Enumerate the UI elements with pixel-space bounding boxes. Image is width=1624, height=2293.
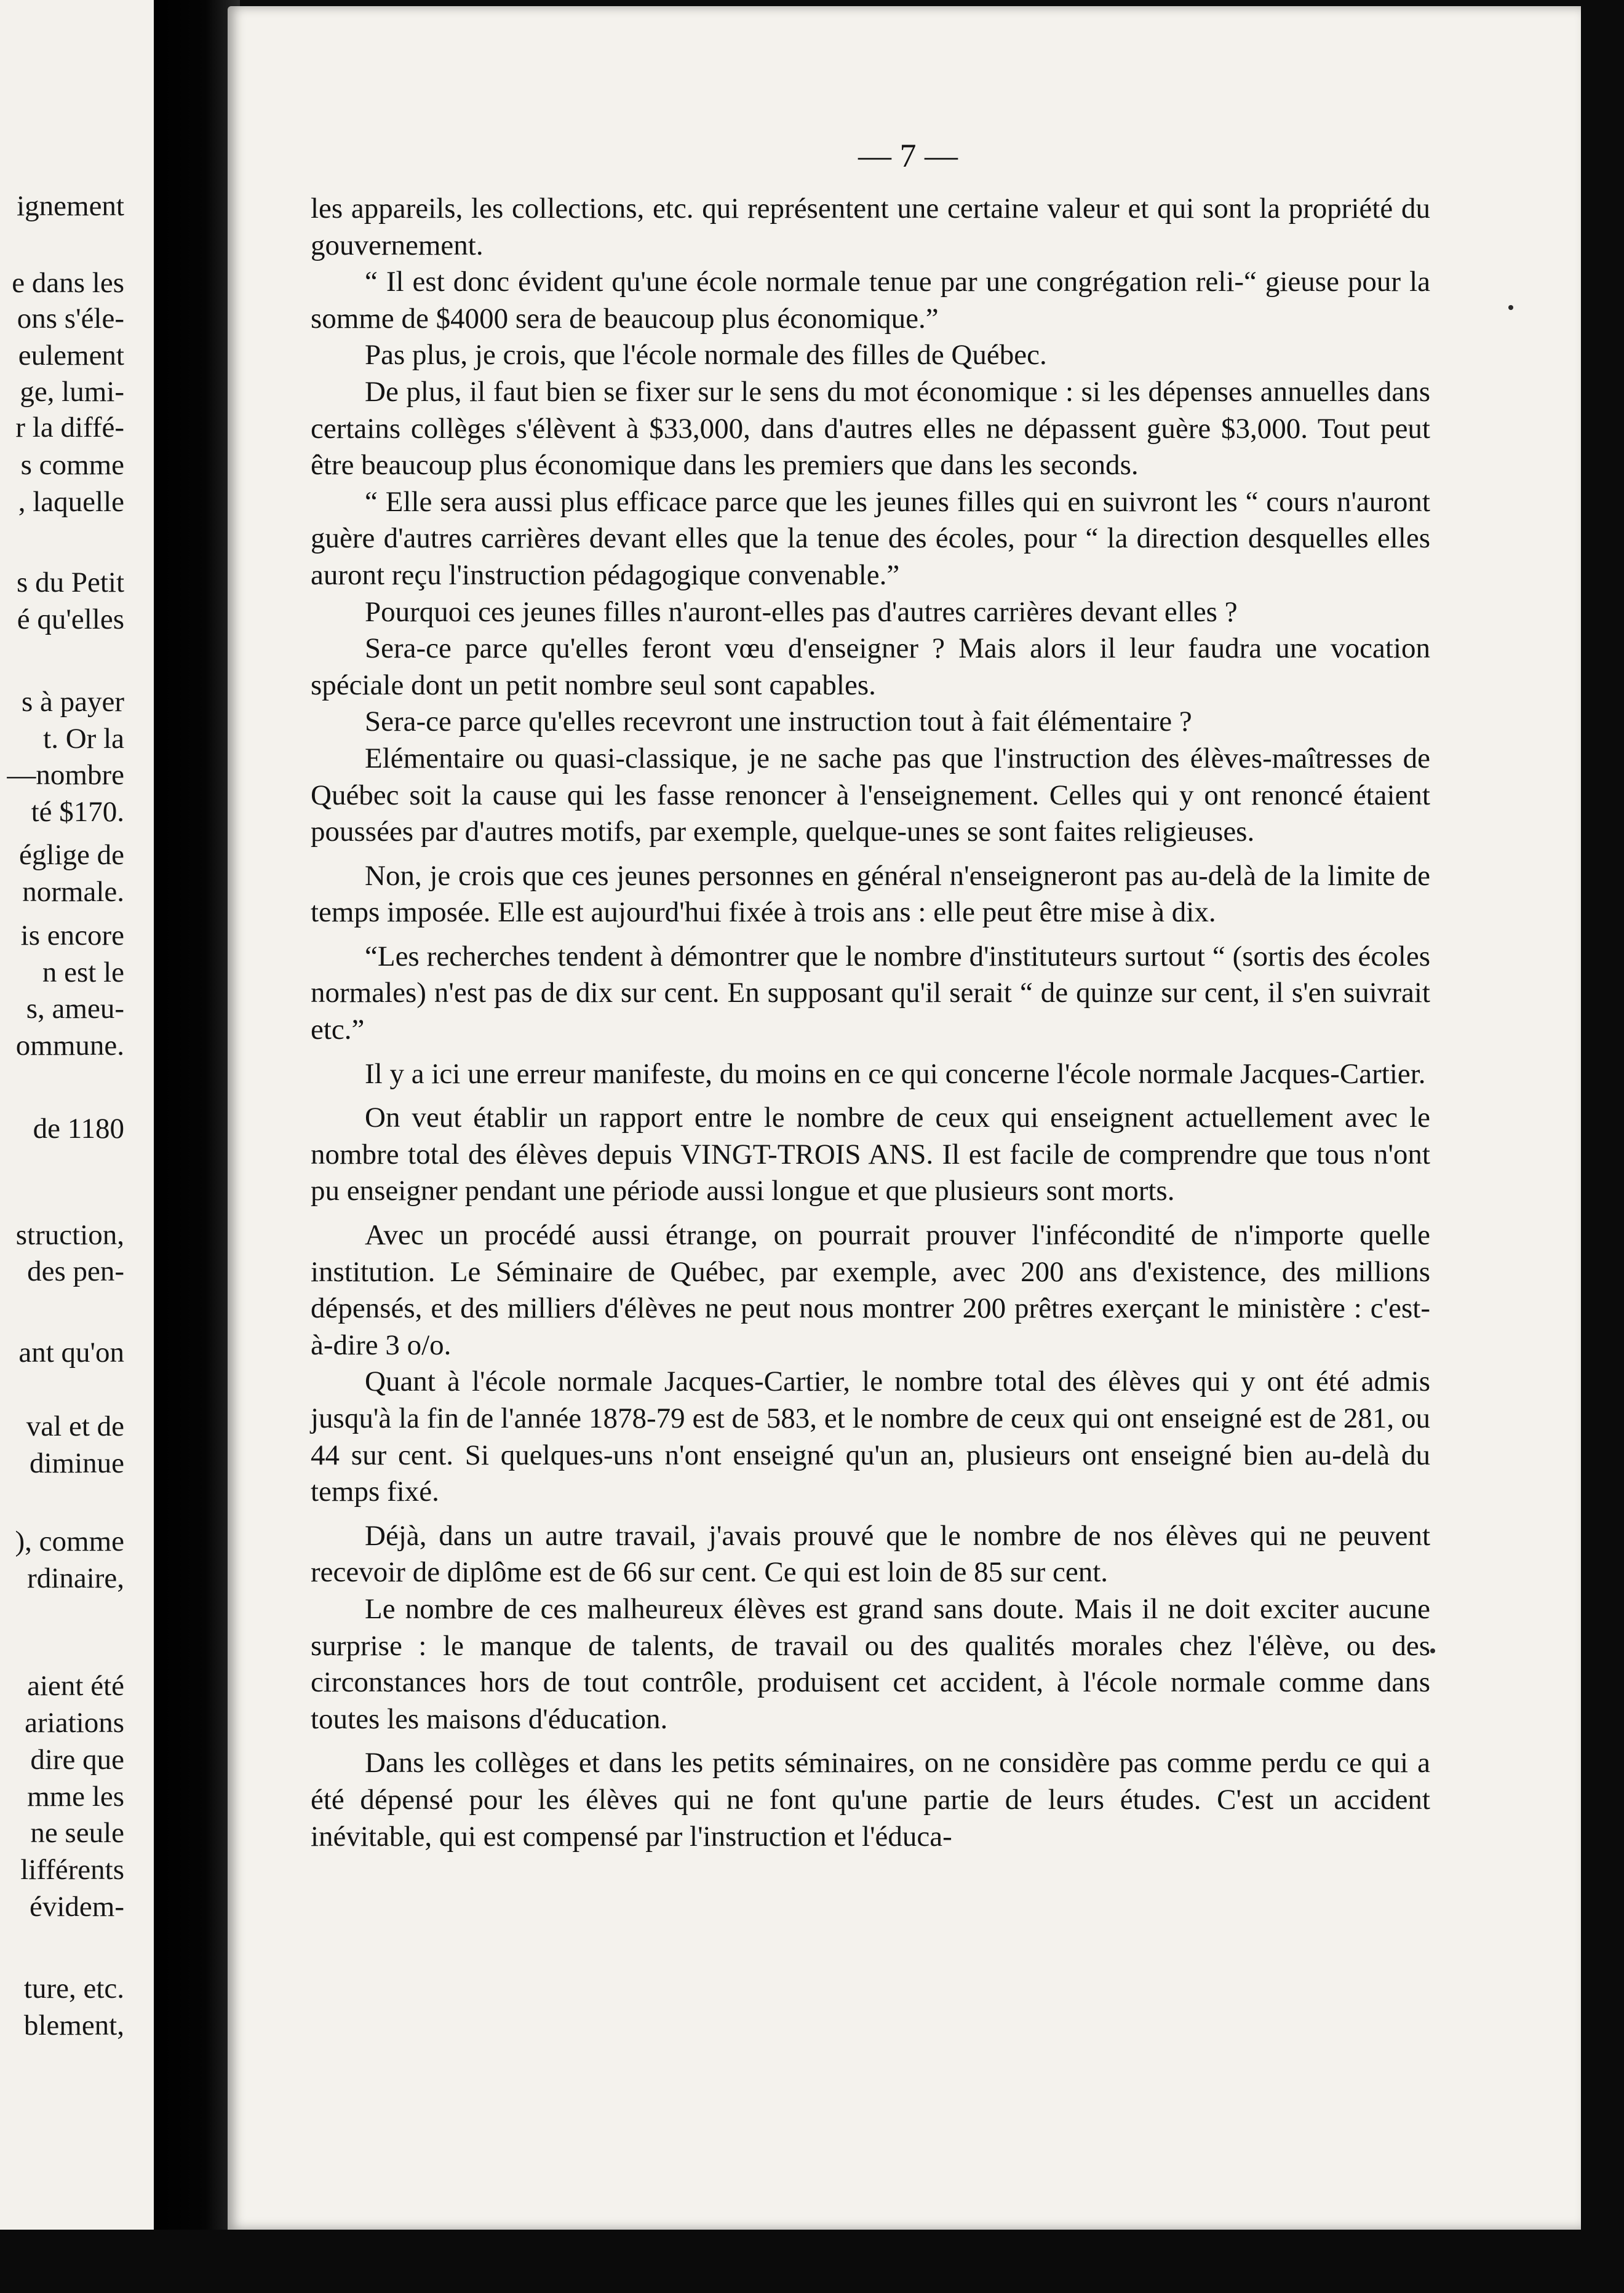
left-page-line: évidem- <box>30 1891 124 1923</box>
left-page-line: e dans les <box>12 267 124 299</box>
quote-paragraph: “ Elle sera aussi plus efficace parce que les jeunes filles qui en suivront les “ cours n'auront guère d'autres carrières devant elles que la tenue des écoles, pour “ la direction desquelles elles auront reçu l'instruction pédagogique convenable.” <box>311 485 1430 591</box>
paragraph: Pas plus, je crois, que l'école normale des filles de Québec. <box>365 339 1047 372</box>
left-page-line: normale. <box>22 876 124 908</box>
book-gutter-shadow <box>154 0 240 2293</box>
paragraph: Sera-ce parce qu'elles recevront une instruction tout à fait élémentaire ? <box>365 705 1192 738</box>
left-page-line: s à payer <box>21 686 124 718</box>
paragraph: Sera-ce parce qu'elles feront vœu d'enseigner ? Mais alors il leur faudra une vocation spéciale dont un petit nombre seul sont capables. <box>311 632 1430 701</box>
left-page-line: n est le <box>42 956 124 988</box>
paragraph: Elémentaire ou quasi-classique, je ne sache pas que l'instruction des élèves-maîtresses de Québec soit la cause qui les fasse renoncer à l'enseignement. Celles qui y ont renoncé étaient poussées par d'autres motifs, par exemple, quelque-unes se sont faites religieuses. <box>311 742 1430 848</box>
paragraph: Le nombre de ces malheureux élèves est grand sans doute. Mais il ne doit exciter aucune surprise : le manque de talents, de travail ou des qualités morales chez l'élève, ou des circonstances hors de tout contrôle, produisent cet accident, à l'école normale comme dans toutes les maisons d'éducation. <box>311 1592 1430 1735</box>
left-page-line: é qu'elles <box>17 603 124 635</box>
left-page-line: eulement <box>18 340 124 372</box>
left-page-line: ne seule <box>30 1817 124 1849</box>
paragraph: Quant à l'école normale Jacques-Cartier, le nombre total des élèves qui y ont été admis jusqu'à la fin de l'année 1878-79 est de 583, et le nombre de ceux qui ont enseigné est de 281, ou 44 sur cent. Si quelques-uns n'ont enseigné qu'un an, plusieurs ont enseigné bien au-delà du temps fixé. <box>311 1365 1430 1508</box>
left-page-line: r la diffé- <box>15 411 124 443</box>
paragraph: Déjà, dans un autre travail, j'avais prouvé que le nombre de nos élèves qui ne peuvent recevoir de diplôme est de 66 sur cent. Ce qui est loin de 85 sur cent. <box>311 1519 1430 1589</box>
scan-border <box>0 2230 1624 2293</box>
left-page-line: lifférents <box>20 1854 124 1886</box>
left-page-line: s du Petit <box>17 566 124 598</box>
quote-paragraph: “Les recherches tendent à démontrer que le nombre d'instituteurs surtout “ (sortis des écoles normales) n'est pas de dix sur cent. En supposant qu'il serait “ de quinze sur cent, il s'en suivrait etc.” <box>311 940 1430 1046</box>
left-page-line: des pen- <box>27 1255 124 1287</box>
body-text <box>311 191 1430 1855</box>
left-page-line: t. Or la <box>43 723 124 755</box>
left-page-line: ommune. <box>15 1030 124 1062</box>
left-page-line: is encore <box>20 920 124 952</box>
paragraph: De plus, il faut bien se fixer sur le sens du mot économique : si les dépenses annuelles dans certains collèges s'élèvent à $33,000, dans d'autres elles ne dépassent guère $3,000. Tout peut être beaucoup plus économique dans les premiers que dans les seconds. <box>311 375 1430 482</box>
left-page-line: , laquelle <box>18 486 124 518</box>
left-page-line: églige de <box>19 839 124 871</box>
previous-page-fragment <box>0 0 154 2239</box>
quote-paragraph: “ Il est donc évident qu'une école normale tenue par une congrégation reli-“ gieuse pour la somme de $4000 sera de beaucoup plus économique.” <box>311 266 1430 335</box>
left-page-line: mme les <box>27 1781 124 1813</box>
paragraph: les appareils, les collections, etc. qui représentent une certaine valeur et qui sont la propriété du gouvernement. <box>311 193 1430 261</box>
left-page-line: de 1180 <box>33 1113 124 1145</box>
page-number: — 7 — <box>858 137 958 174</box>
left-page-line: ariations <box>25 1707 124 1739</box>
left-page-line: struction, <box>15 1219 124 1251</box>
left-page-line: ant qu'on <box>18 1337 124 1369</box>
paragraph: Avec un procédé aussi étrange, on pourrait prouver l'infécondité de n'importe quelle institution. Le Séminaire de Québec, par exemple, avec 200 ans d'existence, des millions dépensés, et des milliers d'élèves ne peut nous montrer 200 prêtres exerçant le ministère : c'est-à-dire 3 o/o. <box>311 1219 1430 1361</box>
left-page-line: ture, etc. <box>23 1973 124 2005</box>
paragraph: Dans les collèges et dans les petits séminaires, on ne considère pas comme perdu ce qui a été dépensé pour les élèves qui ne font qu'une partie de leurs études. C'est un accident inévitable, qui est compensé par l'instruction et l'éduca- <box>311 1747 1430 1853</box>
paragraph: Il y a ici une erreur manifeste, du moins en ce qui concerne l'école normale Jacques-Cartier. <box>365 1057 1426 1090</box>
left-page-line: —nombre <box>7 759 124 791</box>
left-page-line: rdinaire, <box>27 1562 124 1594</box>
left-page-line: s, ameu- <box>26 993 124 1025</box>
left-page-line: s comme <box>20 449 124 481</box>
scan-speck <box>1508 305 1513 310</box>
left-page-line: dire que <box>30 1744 124 1776</box>
scan-speck <box>1430 1648 1435 1653</box>
left-page-line: ignement <box>17 190 124 222</box>
left-page-line: diminue <box>29 1447 124 1479</box>
paragraph: On veut établir un rapport entre le nombre de ceux qui enseignent actuellement avec le nombre total des élèves depuis VINGT-TROIS ANS. Il est facile de comprendre que tous n'ont pu enseigner pendant une période aussi longue et que plusieurs sont morts. <box>311 1102 1430 1207</box>
left-page-line: aient été <box>27 1670 124 1702</box>
paragraph: Non, je crois que ces jeunes personnes en général n'enseigneront pas au-delà de la limite de temps imposée. Elle est aujourd'hui fixée à trois ans : elle peut être mise à dix. <box>311 859 1430 929</box>
left-page-line: val et de <box>26 1410 124 1442</box>
left-page-line: blement, <box>23 2009 124 2041</box>
left-page-line: té $170. <box>31 796 124 828</box>
left-page-line: ons s'éle- <box>17 303 124 335</box>
left-page-line: ), comme <box>15 1525 124 1557</box>
paragraph: Pourquoi ces jeunes filles n'auront-elles pas d'autres carrières devant elles ? <box>365 595 1238 628</box>
left-page-line: ge, lumi- <box>20 376 124 408</box>
